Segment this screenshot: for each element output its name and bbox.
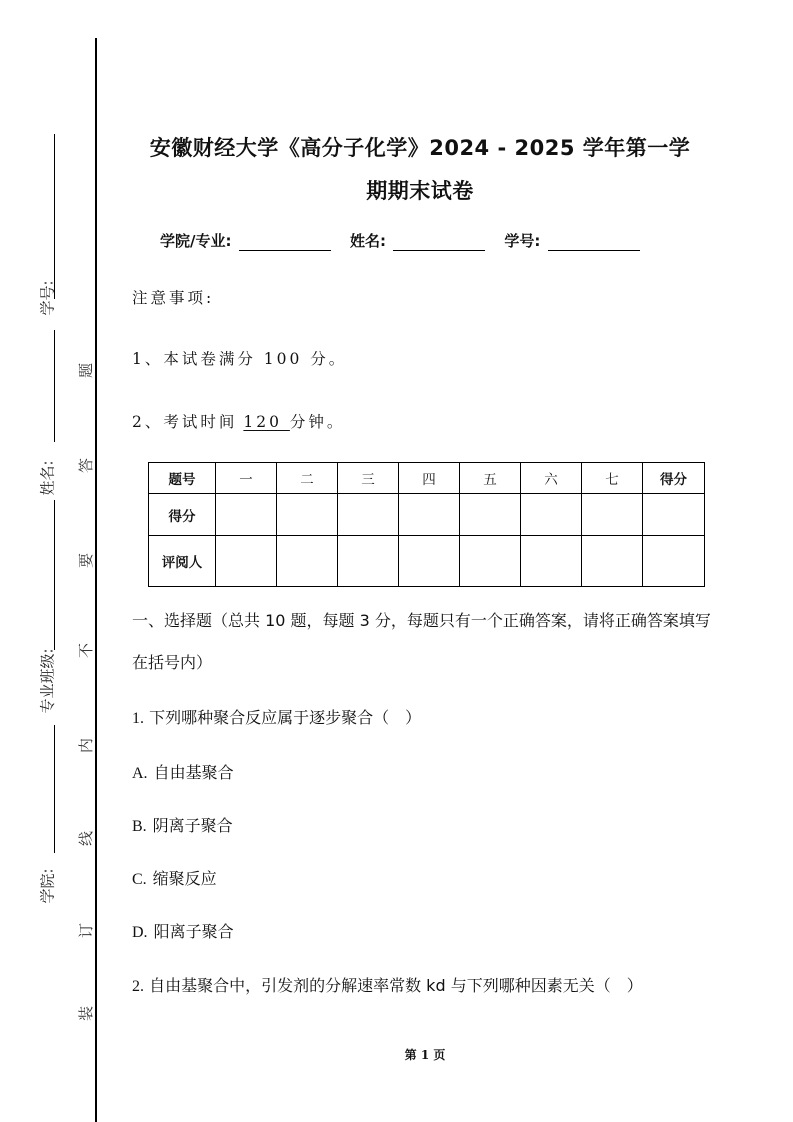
notice-item-2: 2、考试时间 120 分钟。 bbox=[132, 413, 346, 431]
header-cell: 六 bbox=[521, 463, 582, 494]
score-cell[interactable] bbox=[277, 494, 338, 536]
notice-item-1: 1、本试卷满分 100 分。 bbox=[132, 350, 348, 368]
seal-warning-char: 装 bbox=[77, 1005, 96, 1022]
student-id-label: 学号: bbox=[504, 232, 541, 250]
header-cell: 七 bbox=[582, 463, 643, 494]
grader-cell[interactable] bbox=[643, 536, 705, 587]
header-cell: 五 bbox=[460, 463, 521, 494]
section-heading: 一、选择题（总共 10 题，每题 3 分，每题只有一个正确答案，请将正确答案填写在括号内） bbox=[132, 611, 711, 672]
seal-warning-char: 要 bbox=[77, 552, 96, 569]
option-b[interactable]: B. 阴离子聚合 bbox=[132, 816, 233, 835]
name-label: 姓名: bbox=[38, 460, 57, 496]
name-line[interactable] bbox=[54, 500, 55, 650]
notice-heading: 注意事项: bbox=[132, 289, 215, 307]
question-number: 1. bbox=[132, 710, 144, 727]
question-number: 2. bbox=[132, 978, 144, 995]
seal-warning-char: 答 bbox=[77, 457, 96, 474]
row-label: 得分 bbox=[149, 494, 216, 536]
grader-cell[interactable] bbox=[399, 536, 460, 587]
major-class-line[interactable] bbox=[54, 725, 55, 853]
grader-cell[interactable] bbox=[338, 536, 399, 587]
score-cell[interactable] bbox=[338, 494, 399, 536]
score-table bbox=[148, 462, 705, 587]
student-id-line[interactable] bbox=[54, 134, 55, 299]
header-cell: 三 bbox=[338, 463, 399, 494]
question-text: 下列哪种聚合反应属于逐步聚合（ ） bbox=[149, 708, 422, 727]
name-field[interactable] bbox=[393, 236, 485, 251]
header-cell: 题号 bbox=[149, 463, 216, 494]
exam-title: 安徽财经大学《高分子化学》2024 - 2025 学年第一学 bbox=[149, 136, 691, 160]
option-d[interactable]: D. 阳离子聚合 bbox=[132, 922, 234, 941]
header-cell: 二 bbox=[277, 463, 338, 494]
score-cell[interactable] bbox=[643, 494, 705, 536]
seal-warning-char: 题 bbox=[77, 362, 96, 379]
binding-line bbox=[95, 38, 97, 1122]
seal-warning-char: 内 bbox=[77, 737, 96, 754]
student-id-label: 学号: bbox=[38, 280, 57, 316]
grader-cell[interactable] bbox=[582, 536, 643, 587]
grader-cell[interactable] bbox=[521, 536, 582, 587]
table-row bbox=[149, 536, 705, 587]
question-2 bbox=[132, 973, 643, 996]
header-cell: 得分 bbox=[643, 463, 705, 494]
score-cell[interactable] bbox=[216, 494, 277, 536]
college-major-field[interactable] bbox=[239, 236, 331, 251]
college-major-label: 学院/专业: bbox=[160, 232, 232, 250]
option-a[interactable]: A. 自由基聚合 bbox=[132, 763, 234, 782]
table-row bbox=[149, 494, 705, 536]
score-cell[interactable] bbox=[460, 494, 521, 536]
major-class-label: 专业班级: bbox=[38, 648, 57, 714]
student-id-field[interactable] bbox=[548, 236, 640, 251]
student-info-row bbox=[160, 230, 654, 251]
college-label: 学院: bbox=[38, 868, 57, 904]
question-text: 自由基聚合中，引发剂的分解速率常数 kd 与下列哪种因素无关（ ） bbox=[149, 976, 643, 995]
header-cell: 一 bbox=[216, 463, 277, 494]
name-label: 姓名: bbox=[349, 232, 386, 250]
row-label: 评阅人 bbox=[149, 536, 216, 587]
exam-duration: 120 bbox=[243, 413, 290, 431]
score-cell[interactable] bbox=[521, 494, 582, 536]
score-cell[interactable] bbox=[582, 494, 643, 536]
grader-cell[interactable] bbox=[216, 536, 277, 587]
seal-warning-char: 不 bbox=[77, 642, 96, 659]
exam-title-continued: 期期末试卷 bbox=[366, 179, 474, 203]
score-table-header bbox=[149, 463, 705, 494]
grader-cell[interactable] bbox=[460, 536, 521, 587]
score-cell[interactable] bbox=[399, 494, 460, 536]
seal-warning-char: 订 bbox=[77, 922, 96, 939]
seal-warning-char: 线 bbox=[77, 830, 96, 847]
option-c[interactable]: C. 缩聚反应 bbox=[132, 869, 217, 888]
question-1 bbox=[132, 705, 421, 728]
grader-cell[interactable] bbox=[277, 536, 338, 587]
name-line-top bbox=[54, 330, 55, 442]
page-number: 第 1 页 bbox=[404, 1048, 446, 1062]
header-cell: 四 bbox=[399, 463, 460, 494]
